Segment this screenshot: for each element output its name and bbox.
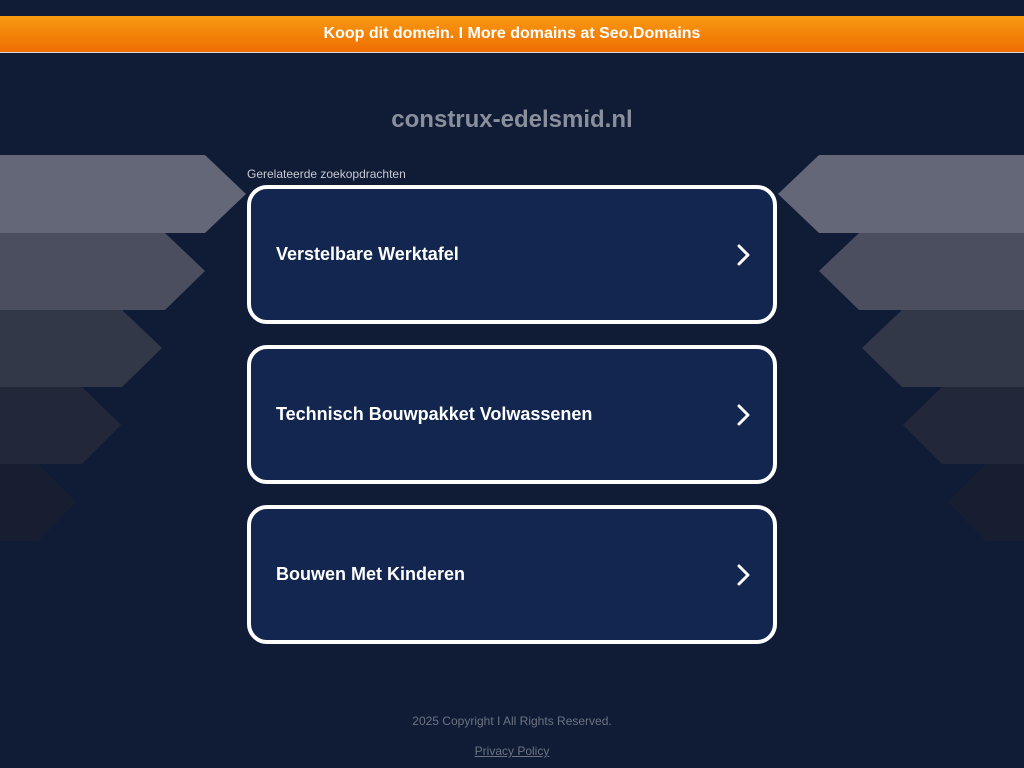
related-search-link-3[interactable] [247, 505, 777, 644]
buy-domain-banner[interactable]: Koop dit domein. I More domains at Seo.Domains [0, 16, 1024, 53]
privacy-policy-link[interactable]: Privacy Policy [474, 744, 550, 758]
domain-title: construx-edelsmid.nl [391, 106, 633, 133]
related-search-link-1[interactable] [247, 185, 777, 324]
chevron-right-icon [737, 244, 751, 266]
copyright-text: 2025 Copyright I All Rights Reserved. [412, 714, 612, 728]
chevron-right-icon [737, 404, 751, 426]
chevron-right-icon [737, 564, 751, 586]
related-search-label: Technisch Bouwpakket Volwassenen [276, 404, 593, 424]
related-search-label: Bouwen Met Kinderen [276, 564, 466, 584]
related-searches-label: Gerelateerde zoekopdrachten [247, 167, 406, 181]
related-search-link-2[interactable] [247, 345, 777, 484]
related-search-label: Verstelbare Werktafel [276, 244, 459, 264]
